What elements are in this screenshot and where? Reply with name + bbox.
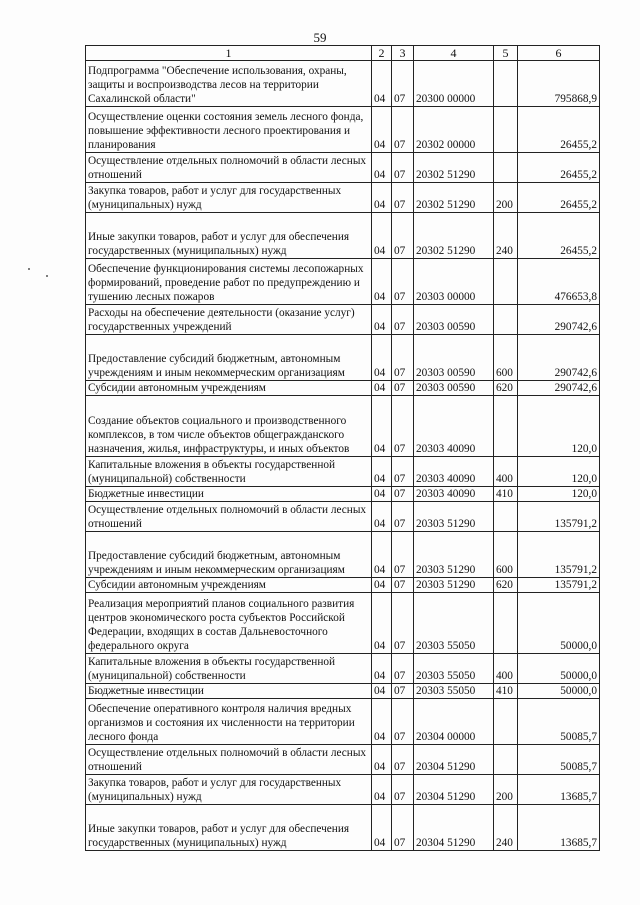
row-name: Капитальные вложения в объекты государственной (муниципальной) собственности bbox=[86, 654, 372, 684]
subsection-code: 07 bbox=[392, 593, 414, 654]
header-row bbox=[86, 46, 600, 61]
expense-type-code bbox=[494, 61, 518, 107]
amount: 135791,2 bbox=[518, 532, 600, 578]
subsection-code: 07 bbox=[392, 775, 414, 805]
amount: 50000,0 bbox=[518, 593, 600, 654]
expense-type-code: 600 bbox=[494, 335, 518, 381]
section-code: 04 bbox=[372, 153, 392, 183]
section-code: 04 bbox=[372, 396, 392, 457]
table-row bbox=[86, 61, 600, 107]
row-name: Иные закупки товаров, работ и услуг для обеспечения государственных (муниципальных) нужд bbox=[86, 213, 372, 259]
scan-speck bbox=[28, 268, 30, 270]
article-code: 20300 00000 bbox=[414, 61, 494, 107]
subsection-code: 07 bbox=[392, 183, 414, 213]
subsection-code: 07 bbox=[392, 487, 414, 502]
row-name: Осуществление отдельных полномочий в области лесных отношений bbox=[86, 745, 372, 775]
section-code: 04 bbox=[372, 61, 392, 107]
subsection-code: 07 bbox=[392, 745, 414, 775]
table-row bbox=[86, 593, 600, 654]
table-row bbox=[86, 396, 600, 457]
table-row bbox=[86, 381, 600, 396]
header-cell: 2 bbox=[372, 46, 392, 61]
expense-type-code bbox=[494, 745, 518, 775]
table-row bbox=[86, 153, 600, 183]
subsection-code: 07 bbox=[392, 396, 414, 457]
amount: 50000,0 bbox=[518, 684, 600, 699]
expense-type-code bbox=[494, 396, 518, 457]
amount: 50000,0 bbox=[518, 654, 600, 684]
row-name: Обеспечение функционирования системы лесопожарных формирований, проведение работ по предупреждению и тушению лесных пожаров bbox=[86, 259, 372, 305]
amount: 26455,2 bbox=[518, 213, 600, 259]
table-row bbox=[86, 745, 600, 775]
article-code: 20303 55050 bbox=[414, 654, 494, 684]
subsection-code: 07 bbox=[392, 654, 414, 684]
section-code: 04 bbox=[372, 305, 392, 335]
section-code: 04 bbox=[372, 259, 392, 305]
table-row bbox=[86, 259, 600, 305]
subsection-code: 07 bbox=[392, 61, 414, 107]
row-name: Капитальные вложения в объекты государственной (муниципальной) собственности bbox=[86, 457, 372, 487]
expense-type-code bbox=[494, 593, 518, 654]
article-code: 20304 51290 bbox=[414, 775, 494, 805]
table-row bbox=[86, 107, 600, 153]
header-cell: 6 bbox=[518, 46, 600, 61]
section-code: 04 bbox=[372, 578, 392, 593]
expense-type-code: 400 bbox=[494, 654, 518, 684]
section-code: 04 bbox=[372, 684, 392, 699]
section-code: 04 bbox=[372, 593, 392, 654]
article-code: 20302 00000 bbox=[414, 107, 494, 153]
row-name: Осуществление отдельных полномочий в области лесных отношений bbox=[86, 502, 372, 532]
section-code: 04 bbox=[372, 775, 392, 805]
expense-type-code: 410 bbox=[494, 487, 518, 502]
section-code: 04 bbox=[372, 745, 392, 775]
table-row bbox=[86, 213, 600, 259]
row-name: Закупка товаров, работ и услуг для государственных (муниципальных) нужд bbox=[86, 775, 372, 805]
article-code: 20303 55050 bbox=[414, 593, 494, 654]
expense-type-code: 240 bbox=[494, 805, 518, 851]
expense-type-code: 620 bbox=[494, 578, 518, 593]
amount: 120,0 bbox=[518, 457, 600, 487]
subsection-code: 07 bbox=[392, 335, 414, 381]
article-code: 20302 51290 bbox=[414, 183, 494, 213]
section-code: 04 bbox=[372, 381, 392, 396]
header-cell: 1 bbox=[86, 46, 372, 61]
subsection-code: 07 bbox=[392, 107, 414, 153]
header-cell: 4 bbox=[414, 46, 494, 61]
amount: 26455,2 bbox=[518, 153, 600, 183]
budget-table-body bbox=[86, 46, 600, 851]
section-code: 04 bbox=[372, 213, 392, 259]
article-code: 20304 51290 bbox=[414, 805, 494, 851]
subsection-code: 07 bbox=[392, 699, 414, 745]
table-row bbox=[86, 654, 600, 684]
amount: 13685,7 bbox=[518, 805, 600, 851]
section-code: 04 bbox=[372, 502, 392, 532]
subsection-code: 07 bbox=[392, 805, 414, 851]
article-code: 20303 40090 bbox=[414, 487, 494, 502]
subsection-code: 07 bbox=[392, 578, 414, 593]
row-name: Реализация мероприятий планов социального развития центров экономического роста субъектов Российской Федерации, входящих в состав Дальневосточного федерального округа bbox=[86, 593, 372, 654]
table-row bbox=[86, 775, 600, 805]
section-code: 04 bbox=[372, 532, 392, 578]
row-name: Субсидии автономным учреждениям bbox=[86, 381, 372, 396]
amount: 795868,9 bbox=[518, 61, 600, 107]
table-row bbox=[86, 457, 600, 487]
amount: 120,0 bbox=[518, 396, 600, 457]
table-row bbox=[86, 183, 600, 213]
article-code: 20303 00590 bbox=[414, 335, 494, 381]
subsection-code: 07 bbox=[392, 153, 414, 183]
subsection-code: 07 bbox=[392, 259, 414, 305]
amount: 120,0 bbox=[518, 487, 600, 502]
row-name: Предоставление субсидий бюджетным, автономным учреждениям и иным некоммерческим организациям bbox=[86, 532, 372, 578]
article-code: 20304 00000 bbox=[414, 699, 494, 745]
section-code: 04 bbox=[372, 335, 392, 381]
article-code: 20304 51290 bbox=[414, 745, 494, 775]
expense-type-code bbox=[494, 259, 518, 305]
article-code: 20303 51290 bbox=[414, 532, 494, 578]
subsection-code: 07 bbox=[392, 502, 414, 532]
row-name: Расходы на обеспечение деятельности (оказание услуг) государственных учреждений bbox=[86, 305, 372, 335]
expense-type-code: 410 bbox=[494, 684, 518, 699]
row-name: Подпрограмма "Обеспечение использования, охраны, защиты и воспроизводства лесов на территории Сахалинской области" bbox=[86, 61, 372, 107]
amount: 290742,6 bbox=[518, 305, 600, 335]
expense-type-code: 600 bbox=[494, 532, 518, 578]
expense-type-code bbox=[494, 153, 518, 183]
subsection-code: 07 bbox=[392, 305, 414, 335]
article-code: 20303 51290 bbox=[414, 502, 494, 532]
subsection-code: 07 bbox=[392, 213, 414, 259]
amount: 135791,2 bbox=[518, 578, 600, 593]
budget-table bbox=[85, 45, 600, 851]
article-code: 20302 51290 bbox=[414, 213, 494, 259]
table-row bbox=[86, 532, 600, 578]
article-code: 20303 51290 bbox=[414, 578, 494, 593]
section-code: 04 bbox=[372, 487, 392, 502]
row-name: Предоставление субсидий бюджетным, автономным учреждениям и иным некоммерческим организациям bbox=[86, 335, 372, 381]
row-name: Субсидии автономным учреждениям bbox=[86, 578, 372, 593]
expense-type-code bbox=[494, 305, 518, 335]
article-code: 20303 55050 bbox=[414, 684, 494, 699]
amount: 50085,7 bbox=[518, 745, 600, 775]
article-code: 20303 00590 bbox=[414, 305, 494, 335]
amount: 13685,7 bbox=[518, 775, 600, 805]
table-row bbox=[86, 578, 600, 593]
article-code: 20303 00590 bbox=[414, 381, 494, 396]
header-cell: 5 bbox=[494, 46, 518, 61]
table-row bbox=[86, 684, 600, 699]
expense-type-code: 400 bbox=[494, 457, 518, 487]
row-name: Иные закупки товаров, работ и услуг для обеспечения государственных (муниципальных) нужд bbox=[86, 805, 372, 851]
section-code: 04 bbox=[372, 457, 392, 487]
row-name: Закупка товаров, работ и услуг для государственных (муниципальных) нужд bbox=[86, 183, 372, 213]
expense-type-code bbox=[494, 502, 518, 532]
expense-type-code bbox=[494, 107, 518, 153]
subsection-code: 07 bbox=[392, 381, 414, 396]
article-code: 20303 00000 bbox=[414, 259, 494, 305]
expense-type-code: 620 bbox=[494, 381, 518, 396]
table-row bbox=[86, 805, 600, 851]
article-code: 20302 51290 bbox=[414, 153, 494, 183]
header-cell: 3 bbox=[392, 46, 414, 61]
amount: 26455,2 bbox=[518, 183, 600, 213]
table-row bbox=[86, 335, 600, 381]
page-number: 59 bbox=[313, 30, 327, 45]
subsection-code: 07 bbox=[392, 457, 414, 487]
expense-type-code: 200 bbox=[494, 775, 518, 805]
amount: 50085,7 bbox=[518, 699, 600, 745]
amount: 290742,6 bbox=[518, 381, 600, 396]
subsection-code: 07 bbox=[392, 684, 414, 699]
section-code: 04 bbox=[372, 654, 392, 684]
amount: 26455,2 bbox=[518, 107, 600, 153]
section-code: 04 bbox=[372, 805, 392, 851]
table-row bbox=[86, 487, 600, 502]
section-code: 04 bbox=[372, 183, 392, 213]
section-code: 04 bbox=[372, 107, 392, 153]
row-name: Осуществление оценки состояния земель лесного фонда, повышение эффективности лесного проектирования и планирования bbox=[86, 107, 372, 153]
row-name: Бюджетные инвестиции bbox=[86, 684, 372, 699]
expense-type-code bbox=[494, 699, 518, 745]
table-row bbox=[86, 502, 600, 532]
scan-speck bbox=[46, 275, 48, 277]
expense-type-code: 200 bbox=[494, 183, 518, 213]
row-name: Создание объектов социального и производственного комплексов, в том числе объектов общегражданского назначения, жилья, инфраструктуры, и иных объектов bbox=[86, 396, 372, 457]
article-code: 20303 40090 bbox=[414, 396, 494, 457]
subsection-code: 07 bbox=[392, 532, 414, 578]
row-name: Бюджетные инвестиции bbox=[86, 487, 372, 502]
amount: 476653,8 bbox=[518, 259, 600, 305]
amount: 135791,2 bbox=[518, 502, 600, 532]
row-name: Осуществление отдельных полномочий в области лесных отношений bbox=[86, 153, 372, 183]
expense-type-code: 240 bbox=[494, 213, 518, 259]
table-row bbox=[86, 699, 600, 745]
table-row bbox=[86, 305, 600, 335]
section-code: 04 bbox=[372, 699, 392, 745]
article-code: 20303 40090 bbox=[414, 457, 494, 487]
row-name: Обеспечение оперативного контроля наличия вредных организмов и состояния их численности на территории лесного фонда bbox=[86, 699, 372, 745]
amount: 290742,6 bbox=[518, 335, 600, 381]
